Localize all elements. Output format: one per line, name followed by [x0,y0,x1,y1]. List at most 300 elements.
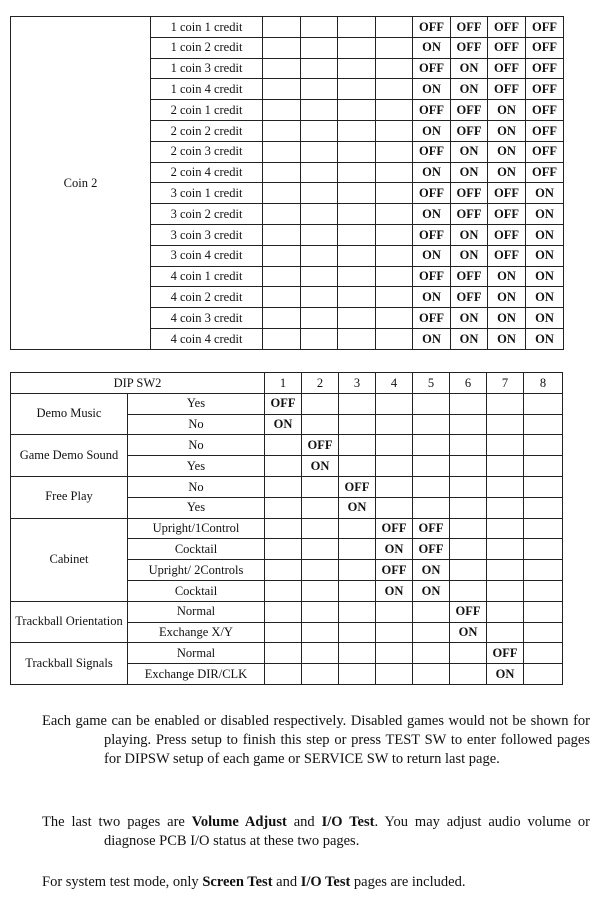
setting-label: 1 coin 2 credit [151,37,263,58]
group-label: Cabinet [11,518,128,601]
note-text: Each game can be enabled or disabled respectively. Disabled games would not be shown for playing. Press setup to finish this step or press TEST SW to enter followed pages for DIPSW setup of each game or SERVICE SW to return last page. [42,713,590,767]
empty-cell [376,664,413,685]
switch-value: OFF [413,266,451,287]
empty-cell [301,141,338,162]
setting-label: No [128,435,265,456]
empty-cell [301,58,338,79]
switch-value: ON [376,539,413,560]
switch-value: OFF [488,224,526,245]
switch-value: ON [488,120,526,141]
empty-cell [301,287,338,308]
empty-cell [450,393,487,414]
empty-cell [376,79,413,100]
switch-value: ON [451,58,488,79]
empty-cell [263,37,301,58]
empty-cell [302,643,339,664]
empty-cell [524,539,563,560]
setting-label: 1 coin 3 credit [151,58,263,79]
empty-cell [376,601,413,622]
group-label: Coin 2 [11,17,151,350]
switch-value: ON [488,100,526,121]
switch-value: ON [451,79,488,100]
empty-cell [265,497,302,518]
empty-cell [450,580,487,601]
empty-cell [339,539,376,560]
empty-cell [301,17,338,38]
switch-value: OFF [413,224,451,245]
empty-cell [338,58,376,79]
column-header: 3 [339,373,376,394]
setting-label: Exchange X/Y [128,622,265,643]
empty-cell [450,643,487,664]
empty-cell [263,328,301,349]
setting-label: 4 coin 1 credit [151,266,263,287]
note-text: . You may adjust audio volume or diagnose PCB I/O status at these two pages. [104,814,591,849]
empty-cell [265,456,302,477]
switch-value: ON [339,497,376,518]
empty-cell [487,560,524,581]
switch-value: ON [526,245,564,266]
empty-cell [263,120,301,141]
switch-value: OFF [451,204,488,225]
empty-cell [487,539,524,560]
empty-cell [302,414,339,435]
empty-cell [338,287,376,308]
empty-cell [265,476,302,497]
empty-cell [302,664,339,685]
switch-value: OFF [413,518,450,539]
empty-cell [338,266,376,287]
empty-cell [376,643,413,664]
switch-value: OFF [450,601,487,622]
empty-cell [376,497,413,518]
switch-value: OFF [488,245,526,266]
dip-sw2-table [10,372,563,685]
column-header: 7 [487,373,524,394]
switch-value: ON [451,162,488,183]
empty-cell [450,664,487,685]
switch-value: OFF [526,58,564,79]
setting-label: No [128,414,265,435]
setting-label: Yes [128,497,265,518]
empty-cell [301,37,338,58]
empty-cell [487,497,524,518]
empty-cell [376,456,413,477]
empty-cell [265,601,302,622]
switch-value: OFF [526,120,564,141]
empty-cell [450,414,487,435]
switch-value: ON [413,79,451,100]
switch-value: OFF [302,435,339,456]
empty-cell [338,224,376,245]
empty-cell [339,580,376,601]
switch-value: ON [450,622,487,643]
switch-value: ON [413,120,451,141]
empty-cell [263,17,301,38]
setting-label: 1 coin 1 credit [151,17,263,38]
switch-value: ON [526,183,564,204]
group-label: Demo Music [11,393,128,435]
empty-cell [376,162,413,183]
setting-label: 4 coin 4 credit [151,328,263,349]
empty-cell [487,622,524,643]
empty-cell [302,497,339,518]
switch-value: ON [526,287,564,308]
empty-cell [524,518,563,539]
empty-cell [263,287,301,308]
setting-label: Exchange DIR/CLK [128,664,265,685]
switch-value: OFF [451,266,488,287]
empty-cell [376,17,413,38]
setting-label: 2 coin 2 credit [151,120,263,141]
setting-label: 4 coin 2 credit [151,287,263,308]
switch-value: ON [526,266,564,287]
switch-value: ON [413,245,451,266]
empty-cell [302,393,339,414]
setting-label: 4 coin 3 credit [151,308,263,329]
empty-cell [263,79,301,100]
empty-cell [487,435,524,456]
group-label: Trackball Signals [11,643,128,685]
switch-value: ON [302,456,339,477]
setting-label: Upright/1Control [128,518,265,539]
empty-cell [487,393,524,414]
setting-label: Yes [128,456,265,477]
empty-cell [301,100,338,121]
setting-label: 3 coin 3 credit [151,224,263,245]
empty-cell [339,518,376,539]
switch-value: OFF [413,141,451,162]
empty-cell [263,308,301,329]
empty-cell [376,266,413,287]
switch-value: OFF [488,79,526,100]
switch-value: OFF [376,560,413,581]
setting-label: Cocktail [128,580,265,601]
setting-label: Yes [128,393,265,414]
empty-cell [376,183,413,204]
empty-cell [339,456,376,477]
setting-label: Normal [128,601,265,622]
empty-cell [338,245,376,266]
switch-value: OFF [451,287,488,308]
empty-cell [265,518,302,539]
switch-value: ON [265,414,302,435]
setting-label: 2 coin 3 credit [151,141,263,162]
setting-label: No [128,476,265,497]
switch-value: OFF [487,643,524,664]
switch-value: OFF [413,308,451,329]
empty-cell [450,539,487,560]
empty-cell [265,664,302,685]
empty-cell [263,224,301,245]
note-text: For system test mode, only [42,874,203,890]
empty-cell [376,204,413,225]
column-header: 4 [376,373,413,394]
empty-cell [376,141,413,162]
table-title: DIP SW2 [11,373,265,394]
empty-cell [265,622,302,643]
empty-cell [338,37,376,58]
switch-value: ON [413,162,451,183]
empty-cell [302,580,339,601]
empty-cell [450,435,487,456]
switch-value: OFF [339,476,376,497]
empty-cell [338,120,376,141]
empty-cell [413,497,450,518]
setting-label: Normal [128,643,265,664]
switch-value: ON [376,580,413,601]
switch-value: ON [488,266,526,287]
empty-cell [338,17,376,38]
switch-value: ON [487,664,524,685]
column-header: 5 [413,373,450,394]
empty-cell [413,601,450,622]
empty-cell [301,245,338,266]
switch-value: OFF [488,58,526,79]
empty-cell [338,183,376,204]
empty-cell [413,414,450,435]
table-row [11,435,563,456]
switch-value: OFF [413,100,451,121]
empty-cell [302,622,339,643]
empty-cell [263,204,301,225]
switch-value: OFF [526,162,564,183]
empty-cell [376,328,413,349]
group-label: Free Play [11,476,128,518]
table-row [11,643,563,664]
empty-cell [339,643,376,664]
switch-value: ON [451,245,488,266]
empty-cell [450,518,487,539]
empty-cell [338,204,376,225]
empty-cell [338,100,376,121]
empty-cell [376,476,413,497]
setting-label: 3 coin 4 credit [151,245,263,266]
empty-cell [376,58,413,79]
empty-cell [450,497,487,518]
empty-cell [339,393,376,414]
empty-cell [413,456,450,477]
empty-cell [338,308,376,329]
empty-cell [301,204,338,225]
empty-cell [376,435,413,456]
empty-cell [338,162,376,183]
empty-cell [265,435,302,456]
empty-cell [524,601,563,622]
empty-cell [413,643,450,664]
setting-label: 2 coin 1 credit [151,100,263,121]
switch-value: OFF [376,518,413,539]
empty-cell [263,141,301,162]
switch-value: ON [451,141,488,162]
switch-value: ON [413,328,451,349]
switch-value: OFF [526,141,564,162]
table-row [11,476,563,497]
switch-value: ON [451,308,488,329]
switch-value: ON [488,162,526,183]
empty-cell [301,308,338,329]
switch-value: OFF [265,393,302,414]
empty-cell [376,224,413,245]
empty-cell [524,393,563,414]
empty-cell [301,120,338,141]
empty-cell [524,456,563,477]
empty-cell [376,308,413,329]
empty-cell [376,100,413,121]
empty-cell [338,328,376,349]
column-header: 1 [265,373,302,394]
empty-cell [524,622,563,643]
empty-cell [338,79,376,100]
note-text: and [286,814,322,830]
switch-value: OFF [451,183,488,204]
empty-cell [265,539,302,560]
empty-cell [524,580,563,601]
empty-cell [487,518,524,539]
empty-cell [487,456,524,477]
empty-cell [265,580,302,601]
empty-cell [263,162,301,183]
switch-value: ON [488,308,526,329]
switch-value: OFF [488,204,526,225]
switch-value: OFF [526,100,564,121]
note-text: The last two pages are [42,814,192,830]
volume-adjust-label: Volume Adjust [191,814,287,830]
empty-cell [302,518,339,539]
setting-label: Upright/ 2Controls [128,560,265,581]
switch-value: OFF [451,120,488,141]
empty-cell [263,100,301,121]
coin2-settings-table [10,16,564,350]
empty-cell [450,456,487,477]
column-header: 8 [524,373,563,394]
switch-value: OFF [526,79,564,100]
empty-cell [413,622,450,643]
empty-cell [301,183,338,204]
empty-cell [376,622,413,643]
empty-cell [450,476,487,497]
setting-label: 2 coin 4 credit [151,162,263,183]
empty-cell [413,435,450,456]
empty-cell [450,560,487,581]
empty-cell [301,162,338,183]
empty-cell [487,580,524,601]
empty-cell [263,183,301,204]
switch-value: OFF [488,183,526,204]
switch-value: ON [488,328,526,349]
switch-value: OFF [488,17,526,38]
switch-value: OFF [526,37,564,58]
switch-value: ON [413,37,451,58]
empty-cell [301,266,338,287]
empty-cell [265,643,302,664]
empty-cell [339,622,376,643]
empty-cell [376,287,413,308]
switch-value: OFF [451,17,488,38]
screen-test-label: Screen Test [202,874,273,890]
empty-cell [301,328,338,349]
empty-cell [524,560,563,581]
column-header: 2 [302,373,339,394]
note-text: pages are included. [350,874,466,890]
note-system-test [42,873,590,892]
setting-label: Cocktail [128,539,265,560]
empty-cell [376,245,413,266]
switch-value: OFF [451,100,488,121]
setting-label: 3 coin 2 credit [151,204,263,225]
switch-value: ON [526,224,564,245]
empty-cell [302,476,339,497]
table-row [11,601,563,622]
empty-cell [302,539,339,560]
empty-cell [487,476,524,497]
setting-label: 3 coin 1 credit [151,183,263,204]
empty-cell [413,393,450,414]
switch-value: OFF [413,17,451,38]
empty-cell [339,664,376,685]
empty-cell [524,497,563,518]
empty-cell [265,560,302,581]
table-row [11,17,564,38]
switch-value: OFF [488,37,526,58]
empty-cell [376,414,413,435]
note-text: and [272,874,301,890]
switch-value: ON [413,204,451,225]
table-row [11,518,563,539]
io-test-label: I/O Test [321,814,375,830]
switch-value: ON [488,287,526,308]
io-test-label: I/O Test [300,874,351,890]
empty-cell [376,120,413,141]
empty-cell [339,601,376,622]
column-header: 6 [450,373,487,394]
empty-cell [376,393,413,414]
empty-cell [263,58,301,79]
note-game-enable [42,712,590,769]
empty-cell [487,414,524,435]
switch-value: ON [488,141,526,162]
switch-value: ON [451,224,488,245]
empty-cell [524,435,563,456]
empty-cell [301,224,338,245]
switch-value: OFF [451,37,488,58]
empty-cell [524,414,563,435]
empty-cell [524,643,563,664]
empty-cell [413,476,450,497]
empty-cell [413,664,450,685]
table-row [11,393,563,414]
empty-cell [301,79,338,100]
empty-cell [524,476,563,497]
header-row [11,373,563,394]
switch-value: OFF [413,58,451,79]
empty-cell [376,37,413,58]
switch-value: ON [413,287,451,308]
empty-cell [338,141,376,162]
switch-value: ON [413,580,450,601]
group-label: Game Demo Sound [11,435,128,477]
switch-value: ON [526,204,564,225]
switch-value: ON [413,560,450,581]
empty-cell [302,560,339,581]
switch-value: ON [526,328,564,349]
group-label: Trackball Orientation [11,601,128,643]
empty-cell [339,560,376,581]
empty-cell [263,266,301,287]
setting-label: 1 coin 4 credit [151,79,263,100]
empty-cell [263,245,301,266]
switch-value: ON [526,308,564,329]
